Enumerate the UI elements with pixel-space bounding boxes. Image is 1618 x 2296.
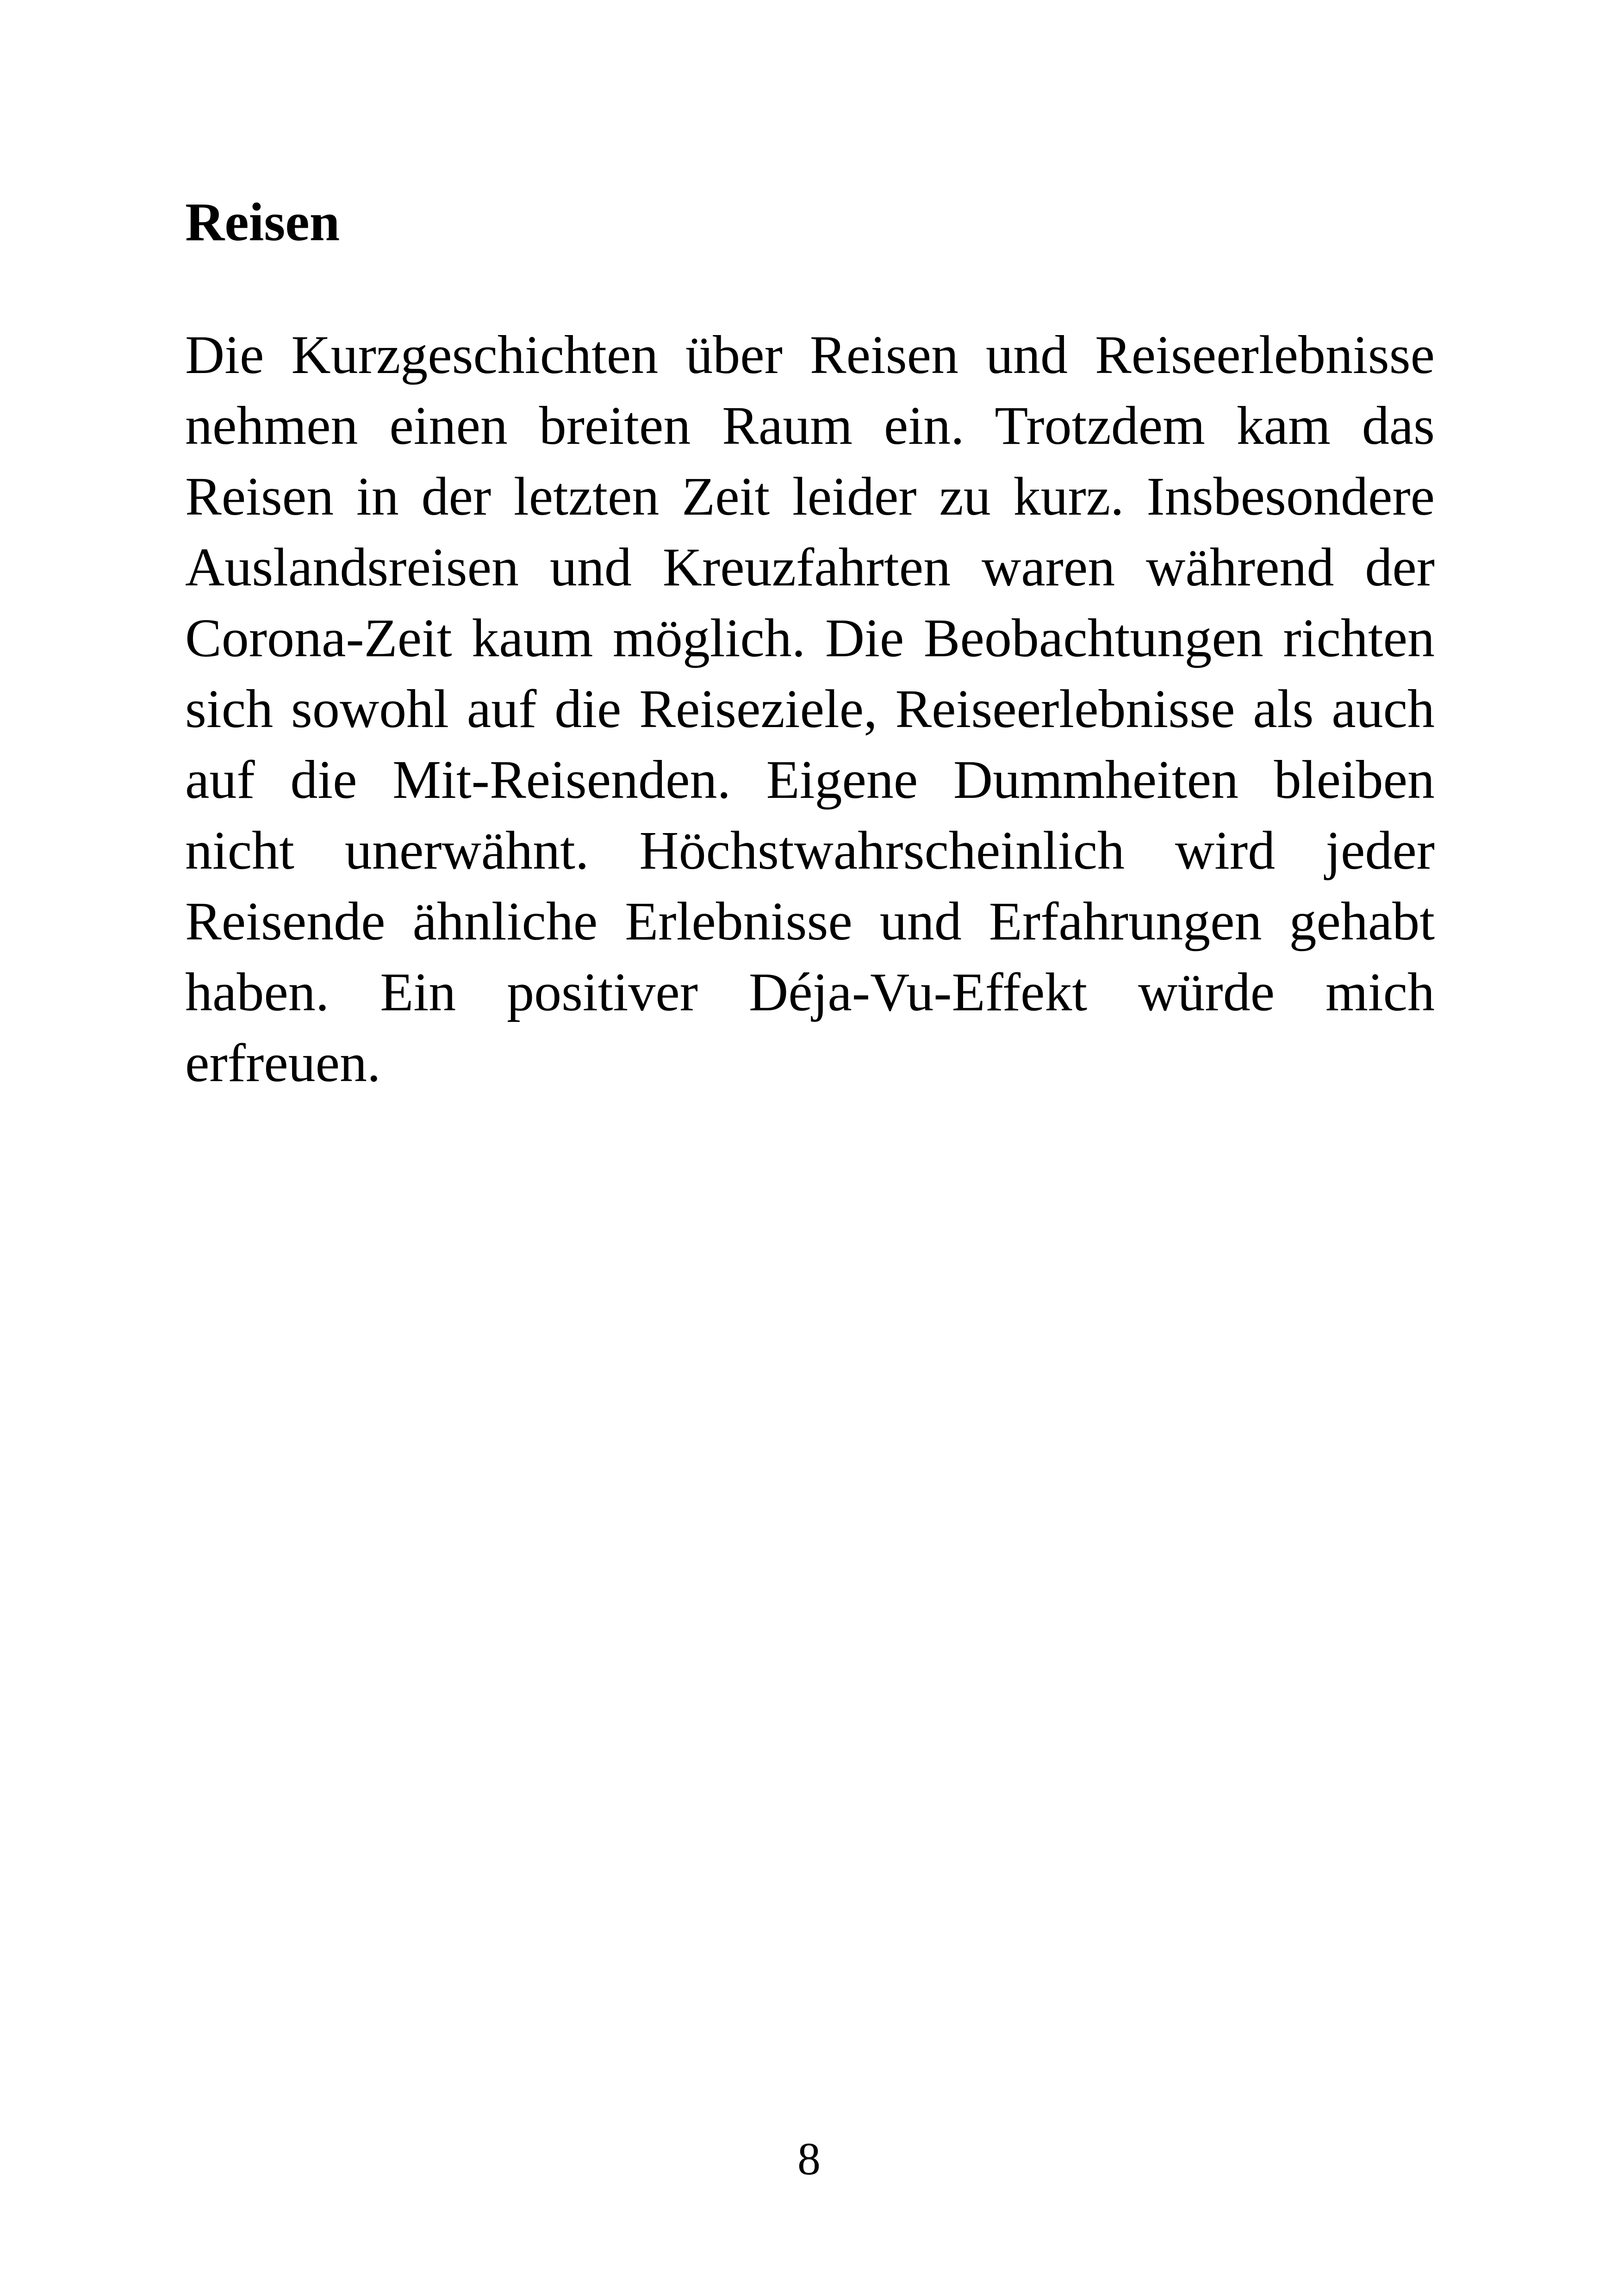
section-heading: Reisen (185, 192, 340, 252)
page-number: 8 (797, 2133, 821, 2184)
body-paragraph: Die Kurzgeschichten über Reisen und Reiseerlebnisse nehmen einen breiten Raum ein. Trotzdem kam das Reisen in der letzten Zeit leider zu kurz. Insbesondere Auslandsreisen und Kreuzfahrten waren während der Corona-Zeit kaum möglich. Die Beobachtungen richten sich sowohl auf die Reiseziele, Reiseerlebnisse als auch auf die Mit-Reisenden. Eigene Dummheiten bleiben nicht unerwähnt. Höchstwahrscheinlich wird jeder Reisende ähnliche Erlebnisse und Erfahrungen gehabt haben. Ein positiver Déja-Vu-Effekt würde mich erfreuen. (185, 324, 1435, 1093)
